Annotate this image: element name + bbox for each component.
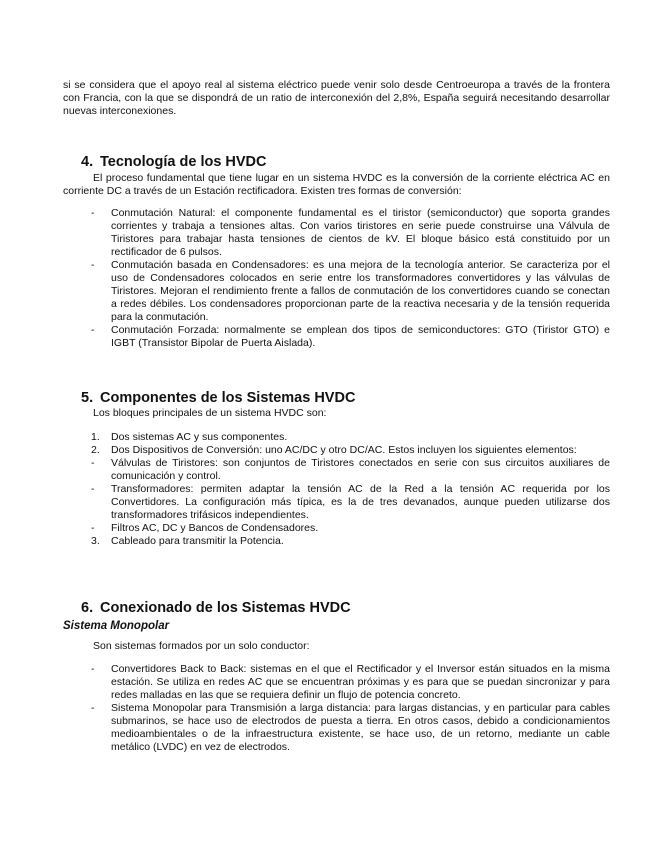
list-item-text: Conmutación Forzada: normalmente se emplean dos tipos de semiconductores: GTO (Tiristor GTO) e IGBT (Transistor Bipolar de Puerta Aislada). (111, 324, 610, 349)
section-5-list (91, 431, 610, 548)
list-item (91, 444, 610, 457)
section-6-title: Conexionado de los Sistemas HVDC (100, 600, 351, 616)
section-4-intro: El proceso fundamental que tiene lugar en un sistema HVDC es la conversión de la corriente eléctrica AC en corriente DC a través de un Estación rectificadora. Existen tres formas de conversión: (63, 172, 610, 197)
list-item-text: Convertidores Back to Back: sistemas en el que el Rectificador y el Inversor están situados en la misma estación. Se utiliza en redes AC que se encuentran próximas y es para que se puedan sincronizar y para redes malladas en las que se requiera definir un flujo de potencia concreto. (111, 663, 610, 701)
list-item (91, 259, 610, 324)
section-5-heading (81, 390, 355, 407)
list-marker: - (91, 702, 95, 714)
list-marker: - (91, 457, 95, 469)
list-item (91, 457, 610, 483)
list-item-text: Transformadores: permiten adaptar la tensión AC de la Red a la tensión AC requerida por los Convertidores. La configuración más típica, es la de tres devanados, aunque pueden utilizarse dos transformadores trifásicos independientes. (111, 483, 610, 521)
section-4-heading (81, 154, 267, 171)
list-item-text: Conmutación Natural: el componente fundamental es el tiristor (semiconductor) que soporta grandes corrientes y trabaja a tensiones altas. Con varios tiristores en serie puede construirse una Válvula de Tiristores para trabajar hasta tensiones de cientos de kV. El bloque básico está constituido por un rectificador de 6 pulsos. (111, 207, 610, 258)
list-item-text: Sistema Monopolar para Transmisión a larga distancia: para largas distancias, y en particular para cables submarinos, se hace uso de electrodos de puesta a tierra. En otros casos, debido a condicionamientos medioambientales o de la infraestructura existente, se hace uso, de un retorno, mediante un cable metálico (LVDC) en vez de electrodos. (111, 702, 610, 753)
list-marker: 1. (91, 431, 100, 443)
list-item (91, 431, 610, 444)
list-marker: 2. (91, 444, 100, 456)
subheading-monopolar: Sistema Monopolar (63, 620, 170, 632)
list-item (91, 663, 610, 702)
list-marker: 3. (91, 535, 100, 547)
list-marker: - (91, 324, 95, 336)
section-4-title: Tecnología de los HVDC (100, 154, 267, 170)
section-4-list (91, 207, 610, 350)
list-item-text: Válvulas de Tiristores: son conjuntos de Tiristores conectados en serie con sus circuitos auxiliares de comunicación y control. (111, 457, 610, 482)
list-marker: - (91, 663, 95, 675)
list-item (91, 702, 610, 754)
section-6-number: 6. (81, 600, 94, 616)
section-5-title: Componentes de los Sistemas HVDC (100, 390, 356, 406)
list-item (91, 324, 610, 350)
list-item (91, 483, 610, 522)
list-marker: - (91, 207, 95, 219)
list-marker: - (91, 522, 95, 534)
list-item-text: Dos sistemas AC y sus componentes. (111, 431, 288, 443)
section-6-list (91, 663, 610, 754)
list-item-text: Filtros AC, DC y Bancos de Condensadores. (111, 522, 319, 534)
list-item-text: Cableado para transmitir la Potencia. (111, 535, 284, 547)
list-marker: - (91, 483, 95, 495)
section-5-intro: Los bloques principales de un sistema HVDC son: (93, 407, 327, 419)
list-item (91, 522, 610, 535)
list-item (91, 207, 610, 259)
section-4-number: 4. (81, 154, 94, 170)
list-item (91, 535, 610, 548)
section-6-intro: Son sistemas formados por un solo conductor: (93, 640, 310, 652)
section-6-heading (81, 600, 351, 617)
list-item-text: Dos Dispositivos de Conversión: uno AC/DC y otro DC/AC. Estos incluyen los siguientes elementos: (111, 444, 577, 456)
intro-paragraph: si se considera que el apoyo real al sistema eléctrico puede venir solo desde Centroeuropa a través de la frontera con Francia, con la que se dispondrá de un ratio de interconexión del 2,8%, España seguirá necesitando desarrollar nuevas interconexiones. (63, 79, 610, 117)
section-5-number: 5. (81, 390, 94, 406)
list-item-text: Conmutación basada en Condensadores: es una mejora de la tecnología anterior. Se caracteriza por el uso de Condensadores colocados en serie entre los transformadores convertidores y las válvulas de Tiristores. Mejoran el rendimiento frente a fallos de conmutación de los convertidores cuando se conectan a redes débiles. Los condensadores proporcionan parte de la reactiva necesaria y de la tensión requerida para la conmutación. (111, 259, 610, 323)
list-marker: - (91, 259, 95, 271)
